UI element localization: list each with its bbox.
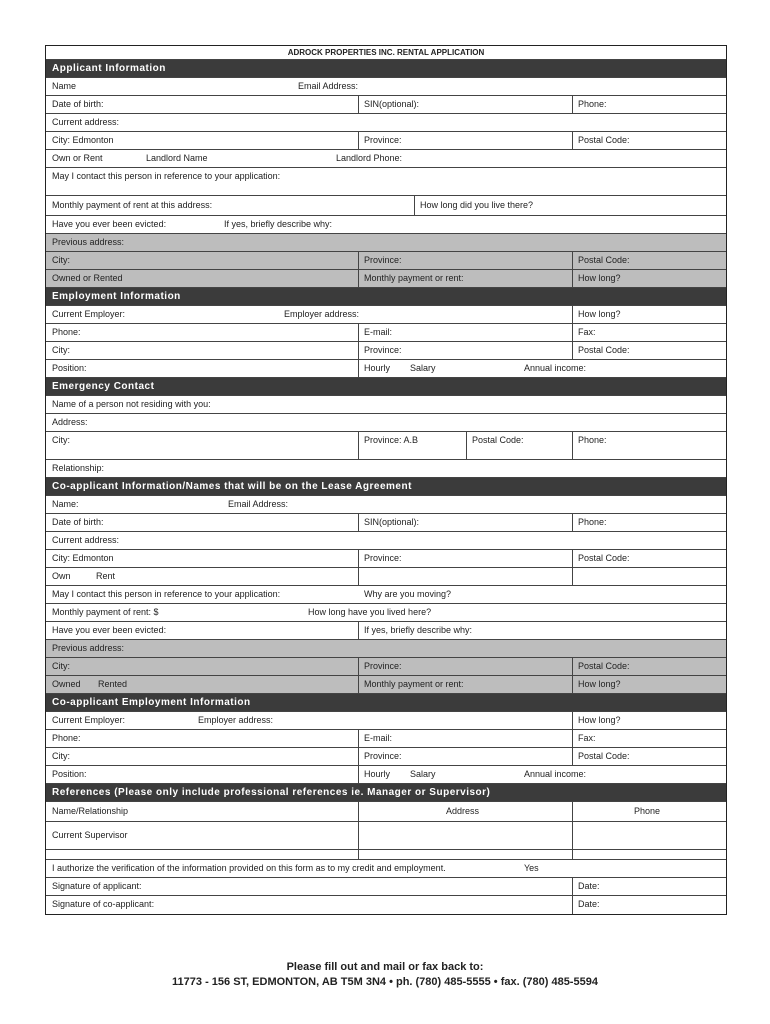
co-prev-city-row[interactable]	[46, 658, 726, 676]
co-postal-label: Postal Code:	[578, 553, 630, 563]
co-prev-province-label: Province:	[364, 661, 402, 671]
applicant-city-label: City: Edmonton	[52, 135, 114, 145]
how-long-live-label: How long did you live there?	[420, 200, 534, 210]
employment-phone-row[interactable]	[46, 324, 726, 342]
employment-email-label: E-mail:	[364, 327, 393, 337]
authorize-yes-label: Yes	[524, 863, 539, 873]
co-employer-address-label: Employer address:	[198, 715, 274, 725]
emergency-phone-label: Phone:	[578, 435, 607, 445]
co-how-long-label: How long?	[578, 679, 621, 689]
co-rent-label: Rent	[96, 571, 116, 581]
section-header-co-employment: Co-applicant Employment Information	[46, 694, 726, 712]
signature-coapplicant-row[interactable]	[46, 896, 726, 914]
co-employment-fax-label: Fax:	[578, 733, 596, 743]
applicant-name-row[interactable]	[46, 78, 726, 96]
owned-rented-label: Owned or Rented	[52, 273, 123, 283]
references-supervisor-row[interactable]	[46, 822, 726, 850]
employment-city-row[interactable]	[46, 342, 726, 360]
position-label: Position:	[52, 363, 87, 373]
co-employment-position-row[interactable]	[46, 766, 726, 784]
section-header-coapplicant: Co-applicant Information/Names that will be on the Lease Agreement	[46, 478, 726, 496]
employment-city-label: City:	[52, 345, 70, 355]
co-annual-income-label: Annual income:	[524, 769, 587, 779]
current-employer-label: Current Employer:	[52, 309, 126, 319]
co-current-employer-label: Current Employer:	[52, 715, 126, 725]
references-header-row	[46, 802, 726, 822]
emergency-province-label: Province: A.B	[364, 435, 419, 445]
authorize-text: I authorize the verification of the information provided on this form as to my credit and employment.	[52, 863, 446, 873]
previous-address-label: Previous address:	[52, 237, 125, 247]
own-or-rent-label: Own or Rent	[52, 153, 103, 163]
co-employment-phone-label: Phone:	[52, 733, 81, 743]
applicant-evicted-row[interactable]	[46, 216, 726, 234]
co-dob-row[interactable]	[46, 514, 726, 532]
co-evicted-label: Have you ever been evicted:	[52, 625, 167, 635]
co-employment-city-row[interactable]	[46, 748, 726, 766]
section-header-employment: Employment Information	[46, 288, 726, 306]
co-may-contact-row[interactable]	[46, 586, 726, 604]
employment-position-row[interactable]	[46, 360, 726, 378]
footer-line1: Please fill out and mail or fax back to:	[286, 961, 484, 973]
co-name-row[interactable]	[46, 496, 726, 514]
ref-address-label: Address	[446, 806, 480, 816]
section-header-references: References (Please only include professional references ie. Manager or Supervisor)	[46, 784, 726, 802]
co-hourly-label: Hourly	[364, 769, 391, 779]
applicant-sin-label: SIN(optional):	[364, 99, 420, 109]
co-current-address-label: Current address:	[52, 535, 120, 545]
applicant-dob-row[interactable]	[46, 96, 726, 114]
monthly-payment-rent-label: Monthly payment or rent:	[364, 273, 464, 283]
emergency-relationship-row[interactable]	[46, 460, 726, 478]
applicant-postal-label: Postal Code:	[578, 135, 630, 145]
co-monthly-payment-label: Monthly payment of rent: $	[52, 607, 159, 617]
emergency-name-row[interactable]	[46, 396, 726, 414]
prev-city-label: City:	[52, 255, 70, 265]
applicant-current-address-label: Current address:	[52, 117, 120, 127]
applicant-email-label: Email Address:	[298, 81, 359, 91]
co-province-label: Province:	[364, 553, 402, 563]
applicant-city-row[interactable]	[46, 132, 726, 150]
co-employment-phone-row[interactable]	[46, 730, 726, 748]
ref-phone-label: Phone	[634, 806, 661, 816]
co-employment-city-label: City:	[52, 751, 70, 761]
applicant-previous-address-row[interactable]	[46, 234, 726, 252]
may-contact-label: May I contact this person in reference to your application:	[52, 171, 281, 181]
signature-applicant-row[interactable]	[46, 878, 726, 896]
landlord-phone-label: Landlord Phone:	[336, 153, 403, 163]
co-employment-postal-label: Postal Code:	[578, 751, 630, 761]
emergency-name-label: Name of a person not residing with you:	[52, 399, 211, 409]
co-rented-label: Rented	[98, 679, 128, 689]
monthly-payment-label: Monthly payment of rent at this address:	[52, 200, 213, 210]
applicant-name-label: Name	[52, 81, 77, 91]
applicant-may-contact-row[interactable]	[46, 168, 726, 196]
applicant-phone-label: Phone:	[578, 99, 607, 109]
co-employer-row[interactable]	[46, 712, 726, 730]
applicant-current-address-row[interactable]	[46, 114, 726, 132]
co-if-yes-label: If yes, briefly describe why:	[364, 625, 473, 635]
how-long-label: How long?	[578, 273, 621, 283]
co-prev-postal-label: Postal Code:	[578, 661, 630, 671]
co-employment-email-label: E-mail:	[364, 733, 393, 743]
form-title: ADROCK PROPERTIES INC. RENTAL APPLICATION	[46, 46, 726, 60]
co-city-label: City: Edmonton	[52, 553, 114, 563]
co-sin-label: SIN(optional):	[364, 517, 420, 527]
co-evicted-row[interactable]	[46, 622, 726, 640]
footer	[0, 960, 770, 990]
signature-applicant-date-label: Date:	[578, 881, 600, 891]
employer-address-label: Employer address:	[284, 309, 360, 319]
section-header-emergency: Emergency Contact	[46, 378, 726, 396]
co-monthly-payment-row[interactable]	[46, 604, 726, 622]
signature-coapplicant-date-label: Date:	[578, 899, 600, 909]
co-salary-label: Salary	[410, 769, 436, 779]
co-own-label: Own	[52, 571, 71, 581]
prev-province-label: Province:	[364, 255, 402, 265]
co-monthly-payment-rent-label: Monthly payment or rent:	[364, 679, 464, 689]
co-how-long-lived-label: How long have you lived here?	[308, 607, 432, 617]
references-blank-row[interactable]	[46, 850, 726, 860]
employer-row[interactable]	[46, 306, 726, 324]
co-current-address-row[interactable]	[46, 532, 726, 550]
applicant-own-rent-row[interactable]	[46, 150, 726, 168]
employment-postal-label: Postal Code:	[578, 345, 630, 355]
co-why-moving-label: Why are you moving?	[364, 589, 452, 599]
applicant-owned-rented-row[interactable]	[46, 270, 726, 288]
ref-current-supervisor-label: Current Supervisor	[52, 830, 128, 840]
applicant-province-label: Province:	[364, 135, 402, 145]
co-previous-address-label: Previous address:	[52, 643, 125, 653]
co-employment-how-long-label: How long?	[578, 715, 621, 725]
co-owned-rented-row[interactable]	[46, 676, 726, 694]
co-name-label: Name:	[52, 499, 79, 509]
prev-postal-label: Postal Code:	[578, 255, 630, 265]
emergency-postal-label: Postal Code:	[472, 435, 524, 445]
annual-income-label: Annual income:	[524, 363, 587, 373]
applicant-prev-city-row[interactable]	[46, 252, 726, 270]
co-email-label: Email Address:	[228, 499, 289, 509]
authorize-row[interactable]	[46, 860, 726, 878]
co-prev-city-label: City:	[52, 661, 70, 671]
co-may-contact-label: May I contact this person in reference to your application:	[52, 589, 281, 599]
co-previous-address-row[interactable]	[46, 640, 726, 658]
co-phone-label: Phone:	[578, 517, 607, 527]
landlord-name-label: Landlord Name	[146, 153, 208, 163]
emergency-relationship-label: Relationship:	[52, 463, 105, 473]
applicant-monthly-payment-row[interactable]	[46, 196, 726, 216]
signature-coapplicant-label: Signature of co-applicant:	[52, 899, 155, 909]
footer-line2: 11773 - 156 ST, EDMONTON, AB T5M 3N4 • ph. (780) 485-5555 • fax. (780) 485-5594	[172, 976, 598, 988]
employment-province-label: Province:	[364, 345, 402, 355]
evicted-label: Have you ever been evicted:	[52, 219, 167, 229]
signature-applicant-label: Signature of applicant:	[52, 881, 142, 891]
ref-name-relationship-label: Name/Relationship	[52, 806, 129, 816]
hourly-label: Hourly	[364, 363, 391, 373]
co-employment-province-label: Province:	[364, 751, 402, 761]
co-city-row[interactable]	[46, 550, 726, 568]
co-dob-label: Date of birth:	[52, 517, 104, 527]
salary-label: Salary	[410, 363, 436, 373]
co-owned-label: Owned	[52, 679, 81, 689]
employment-fax-label: Fax:	[578, 327, 596, 337]
applicant-dob-label: Date of birth:	[52, 99, 104, 109]
rental-application-form	[45, 45, 727, 915]
section-header-applicant: Applicant Information	[46, 60, 726, 78]
employment-phone-label: Phone:	[52, 327, 81, 337]
if-yes-label: If yes, briefly describe why:	[224, 219, 333, 229]
emergency-city-label: City:	[52, 435, 70, 445]
co-position-label: Position:	[52, 769, 87, 779]
employment-how-long-label: How long?	[578, 309, 621, 319]
emergency-address-label: Address:	[52, 417, 88, 427]
emergency-address-row[interactable]	[46, 414, 726, 432]
co-own-rent-row[interactable]	[46, 568, 726, 586]
emergency-city-row[interactable]	[46, 432, 726, 460]
